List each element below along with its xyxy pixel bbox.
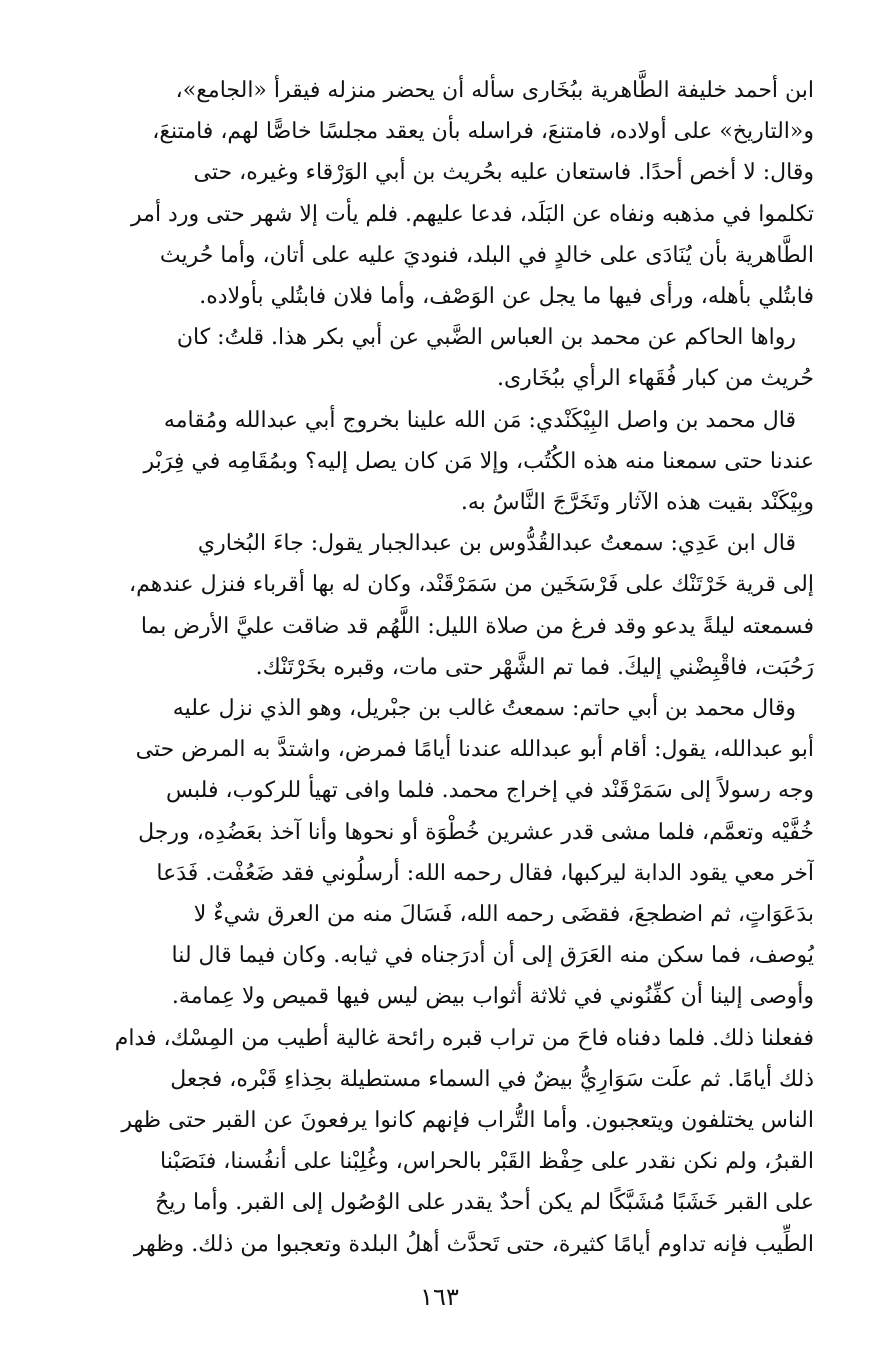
text-line: فسمعته ليلةً يدعو وقد فرغ من صلاة الليل: اللَّهُم قد ضاقت عليَّ الأرض بما	[140, 613, 814, 639]
text-line: وقال: لا أخص أحدًا. فاستعان عليه بحُريث بن أبي الوَرْقاء وغيره، حتى	[193, 160, 814, 186]
text-line: حُريث من كبار فُقَهاء الرأي ببُخَارى.	[496, 366, 814, 392]
text-line: القبرُ، ولم نكن نقدر على حِفْظ القَبْر بالحراس، وغُلِبْنا على أنفُسنا، فنَصَبْنا	[160, 1149, 814, 1175]
text-line: قال محمد بن واصل البِيْكَنْدي: مَن الله علينا بخروج أبي عبدالله ومُقامه	[163, 407, 796, 433]
text-line: قال ابن عَدِي: سمعتُ عبدالقُدُّوس بن عبدالجبار يقول: جاءَ البُخاري	[197, 531, 796, 557]
text-line: الناس يختلفون ويتعجبون. وأما التُّراب فإنهم كانوا يرفعونَ عن القبر حتى ظهر	[121, 1108, 814, 1134]
text-line: و«التاريخ» على أولاده، فامتنعَ، فراسله بأن يعقد مجلسًا خاصًّا لهم، فامتنعَ،	[152, 119, 814, 145]
text-line: آخر معي يقود الدابة ليركبها، فقال رحمه الله: أرسلُوني فقد ضَعُفْت. فَدَعا	[156, 860, 814, 886]
page-number: ١٦٣	[420, 1283, 459, 1311]
text-line: تكلموا في مذهبه ونفاه عن البَلَد، فدعا عليهم. فلم يأت إلا شهر حتى ورد أمر	[131, 201, 814, 227]
paragraph	[72, 523, 814, 688]
text-line: فابتُلي بأهله، ورأى فيها ما يجل عن الوَصْف، وأما فلان فابتُلي بأولاده.	[199, 284, 814, 310]
text-line: الطِّيب فإنه تداوم أيامًا كثيرة، حتى تَحدَّث أهلُ البلدة وتعجبوا من ذلك. وظهر	[133, 1231, 814, 1257]
paragraph	[72, 70, 814, 317]
text-line: وأوصى إلينا أن كفِّنُوني في ثلاثة أثواب بيض ليس فيها قميص ولا عِمامة.	[171, 984, 814, 1010]
paragraph	[72, 400, 814, 524]
text-line: عندنا حتى سمعنا منه هذه الكُتُب، وإلا مَن كان يصل إليه؟ وبمُقَامِه في فِرَبْر	[143, 448, 814, 474]
text-line: ذلك أيامًا. ثم علَت سَوَارِيُّ بيضٌ في السماء مستطيلة بحِذاءِ قَبْره، فجعل	[170, 1066, 814, 1092]
text-line: أبو عبدالله، يقول: أقام أبو عبدالله عندنا أيامًا فمرض، واشتدَّ به المرض حتى	[135, 737, 814, 763]
text-line: يُوصف، فما سكن منه العَرَق إلى أن أدرَجناه في ثيابه. وكان فيما قال لنا	[171, 943, 814, 969]
text-line: إلى قرية خَرْتَنْك على فَرْسَخَين من سَمَرْقَنْد، وكان له بها أقرباء فنزل عندهم،	[128, 572, 814, 598]
body-text	[72, 70, 814, 1265]
text-line: وقال محمد بن أبي حاتم: سمعتُ غالب بن جبْريل، وهو الذي نزل عليه	[172, 696, 796, 722]
text-line: وجه رسولاً إلى سَمَرْقَنْد في إخراج محمد. فلما وافى تهيأ للركوب، فلبس	[165, 778, 814, 804]
text-line: رواها الحاكم عن محمد بن العباس الضَّبي عن أبي بكر هذا. قلتُ: كان	[176, 325, 796, 351]
text-line: على القبر خَشَبًا مُشَبَّكًا لم يكن أحدٌ يقدر على الوُصُول إلى القبر. وأما ريحُ	[155, 1190, 814, 1216]
text-line: رَحُبَت، فاقْبِضْني إليكَ. فما تم الشَّهْر حتى مات، وقبره بخَرْتَنْك.	[255, 654, 814, 680]
text-line: ففعلنا ذلك. فلما دفناه فاحَ من تراب قبره رائحة غالية أطيب من المِسْك، فدام	[114, 1025, 814, 1051]
text-line: الطَّاهرية بأن يُنَادَى على خالدٍ في البلد، فنوديَ عليه على أتان، وأما حُريث	[159, 242, 814, 268]
text-line: ابن أحمد خليفة الطَّاهرية ببُخَارى سأله أن يحضر منزله فيقرأ «الجامع»،	[175, 78, 814, 103]
text-line: وبِيْكَنْد بقيت هذه الآثار وتَخَرَّجَ النَّاسُ به.	[460, 490, 814, 516]
paragraph	[72, 317, 814, 399]
paragraph	[72, 688, 814, 1265]
text-line: بدَعَوَاتٍ، ثم اضطجعَ، فقضَى رحمه الله، فَسَالَ منه من العرق شيءٌ لا	[193, 902, 814, 928]
text-line: خُفَّيْه وتعمَّم، فلما مشى قدر عشرين خُطْوَة أو نحوها وأنا آخذ بعَضُدِه، ورجل	[138, 819, 814, 845]
